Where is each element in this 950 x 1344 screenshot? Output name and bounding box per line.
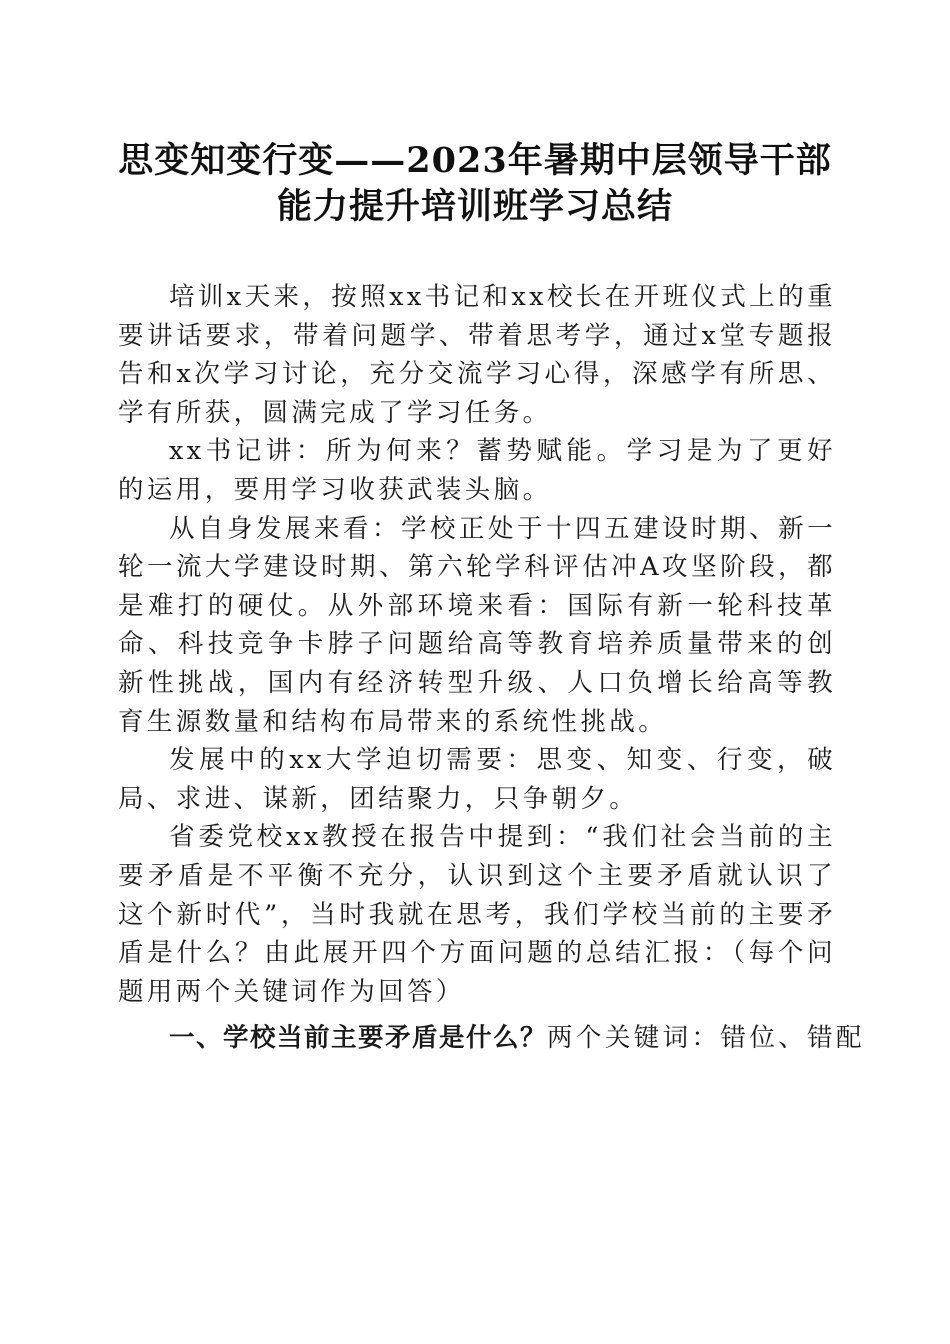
- paragraph-urgent-needs: 发展中的xx大学迫切需要：思变、知变、行变，破局、求进、谋新，团结聚力，只争朝夕。: [118, 745, 836, 814]
- paragraph-secretary-remarks: xx书记讲：所为何来？蓄势赋能。学习是为了更好的运用，要用学习收获武装头脑。: [118, 436, 836, 505]
- section-heading-1-keywords: 两个关键词：错位、错配: [547, 1023, 865, 1054]
- document-body: [118, 278, 865, 1058]
- title-line-2: 能力提升培训班学习总结: [276, 186, 673, 227]
- paragraph-development-context: 从自身发展来看：学校正处于十四五建设时期、新一轮一流大学建设时期、第六轮学科评估冲A攻坚阶段，都是难打的硬仗。从外部环境来看：国际有新一轮科技革命、科技竞争卡脖子问题给高等教育培养质量带来的创新性挑战，国内有经济转型升级、人口负增长给高等教育生源数量和结构布局带来的系统性挑战。: [118, 513, 836, 737]
- paragraph-training-summary: 培训x天来，按照xx书记和xx校长在开班仪式上的重要讲话要求，带着问题学、带着思考学，通过x堂专题报告和x次学习讨论，充分交流学习心得，深感学有所思、学有所获，圆满完成了学习任务。: [118, 282, 836, 428]
- section-heading-1-title: 一、学校当前主要矛盾是什么？: [169, 1023, 548, 1054]
- document-title: [80, 138, 870, 230]
- section-heading-1: [118, 1019, 865, 1058]
- paragraph-professor-report: 省委党校xx教授在报告中提到：“我们社会当前的主要矛盾是不平衡不充分，认识到这个主要矛盾就认识了这个新时代”，当时我就在思考，我们学校当前的主要矛盾是什么？由此展开四个方面问题的总结汇报：（每个问题用两个关键词作为回答）: [118, 822, 836, 1007]
- title-line-1: 思变知变行变——2023年暑期中层领导干部: [118, 140, 832, 181]
